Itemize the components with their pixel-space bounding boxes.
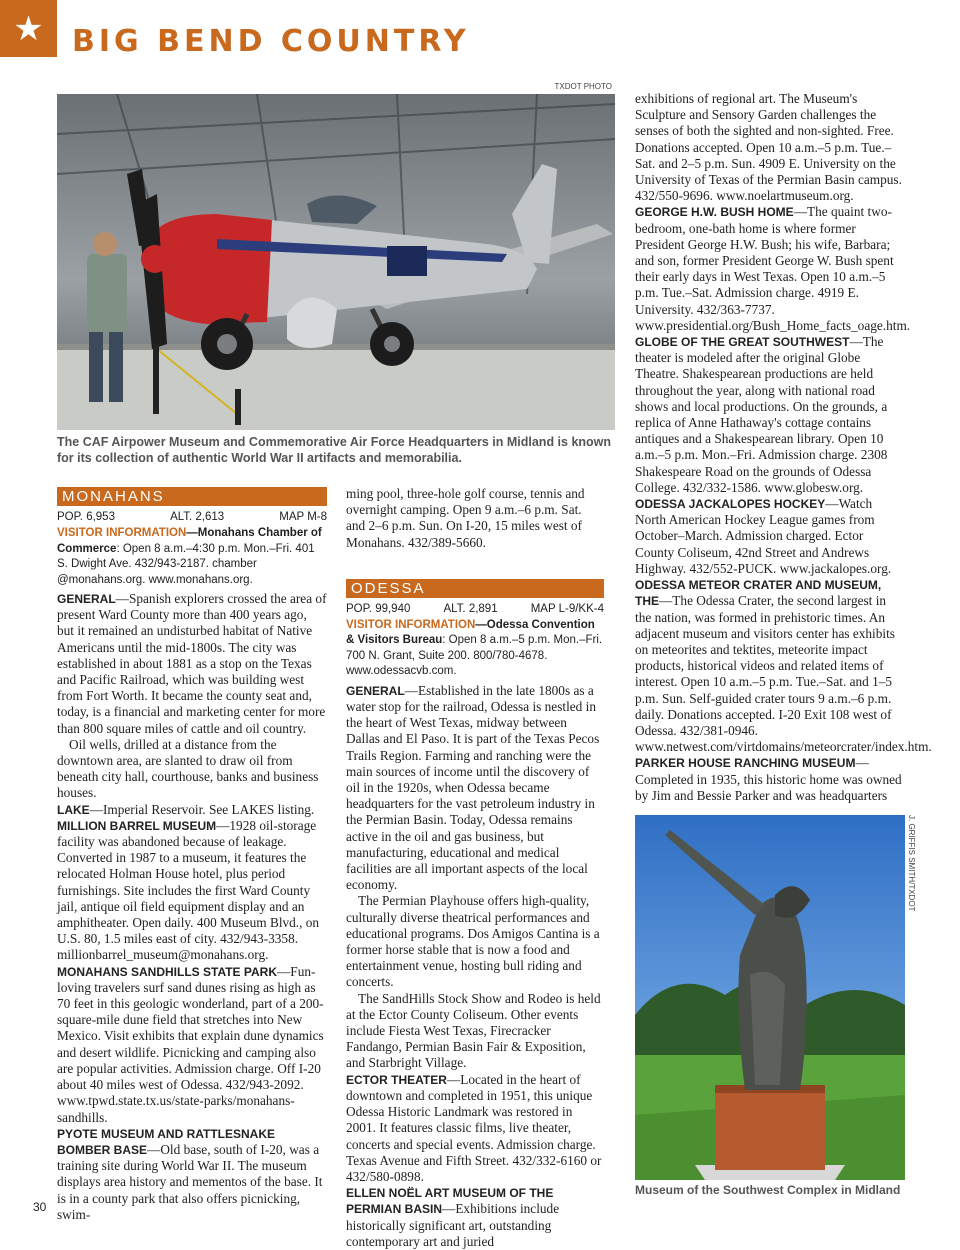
- odessa-stats: [346, 602, 604, 616]
- odessa-globe: GLOBE OF THE GREAT SOUTHWEST—The theater is modeled after the original Globe Theatre. Shakespearean productions are held throughout the year, along with national road shows and local productions. On the grounds, a replica of Anne Hathaway's cottage contains antiques and a Shakespearean library. Open 10 a.m.–5 p.m. Mon.–Fri. Admission charge. 2308 Shakespeare Road on the grounds of Odessa College. 432/332-1586. www.globesw.org.: [635, 334, 888, 495]
- page-number: 30: [33, 1200, 47, 1214]
- monahans-oil: Oil wells, drilled at a distance from the downtown area, are slanted to draw oil from beneath city hall, courthouse, banks and business houses.: [57, 736, 319, 801]
- odessa-pop: POP. 99,940: [346, 602, 411, 615]
- odessa-alt: ALT. 2,891: [443, 602, 498, 615]
- section-title: BIG BEND COUNTRY: [72, 24, 470, 59]
- monahans-pop: POP. 6,953: [57, 511, 115, 523]
- column-1: [57, 487, 327, 1223]
- monahans-stats: [57, 510, 327, 524]
- odessa-bush-home: GEORGE H.W. BUSH HOME—The quaint two-bedroom, one-bath home is where former President George H.W. Bush; his wife, Barbara; and son, former President George W. Bush spent their early days in West Texas. Open 10 a.m.–5 p.m. Tue.–Sat. Admission charge. 4919 E. University. 432/363-7737. www.presidential.org/Bush_Home_facts_oage.htm.: [635, 204, 911, 333]
- visitor-org: —Monahans Chamber of Commerce: [57, 527, 322, 555]
- airplane-photo: [57, 94, 615, 430]
- column-2: [346, 486, 604, 1250]
- odessa-ellen-noel: ELLEN NOËL ART MUSEUM OF THE PERMIAN BASIN—Exhibitions include historically significant art, outstanding contemporary art and juried: [346, 1186, 560, 1249]
- monahans-million-barrel: MILLION BARREL MUSEUM—1928 oil-storage facility was abandoned because of leakage. Converted in 1987 to a museum, it features the relocated Holman House hotel, plus period furnishings. Site includes the first Ward County jail, antique oil field equipment display and an amphitheater. Open daily. 400 Museum Blvd., on U.S. 80, 1.5 miles east of city. 432/943-3358. millionbarrel_museum@monahans.org.: [57, 817, 320, 963]
- photo-credit: TXDOT PHOTO: [554, 82, 612, 91]
- visitor-text: : Open 8 a.m.–4:30 p.m. Mon.–Fri. 401 S. Dwight Ave. 432/943-2187. chamber @monahans.org. www.monahans.org.: [57, 542, 315, 586]
- photo-credit-2: J. GRIFFIS SMITH/TXDOT: [907, 815, 916, 912]
- odessa-ector-theater: ECTOR THEATER—Located in the heart of downtown and completed in 1951, this unique Odessa Historic Landmark was restored in 2001. It features classic films, live theater, concerts and special events. Admission charge. Texas Avenue and Fifth Street. 432/332-6160 or 432/580-0898.: [346, 1071, 602, 1184]
- odessa-jackalopes: ODESSA JACKALOPES HOCKEY—Watch North American Hockey League games from October–March. Admission charged. Ector County Coliseum, 42nd Street and Andrews Highway. 432/552-PUCK. www.jackalopes.org.: [635, 496, 892, 576]
- monahans-visitor-info: [57, 526, 327, 588]
- sculpture-illustration: [635, 815, 905, 1180]
- visitor-label: VISITOR INFORMATION: [57, 527, 187, 539]
- monahans-pyote: PYOTE MUSEUM AND RATTLESNAKE BOMBER BASE—Old base, south of I-20, was a training site during World War II. The museum displays area history and mementos of the base. It is in a county park that also offers picnicking, swim-: [57, 1126, 323, 1222]
- photo-caption-2: Museum of the Southwest Complex in Midland: [635, 1183, 901, 1197]
- odessa-stock-show: The SandHills Stock Show and Rodeo is held at the Ector County Coliseum. Other events include Fiesta West Texas, Firecracker Fandango, Permian Basin Fair & Exposition, and Starbright Village.: [346, 990, 601, 1071]
- monahans-general: GENERAL—Spanish explorers crossed the area of present Ward County more than 400 years ago, but it remained an undisturbed habitat of Native Americans until the mid-1800s. The city was established in about 1881 as a stop on the Texas and Pacific Railroad, which was building west from Fort Worth. It became the county seat and, today, is a financial and marketing center for more than 800 square miles of cattle and oil country.: [57, 591, 327, 736]
- photo-caption: The CAF Airpower Museum and Commemorative Air Force Headquarters in Midland is known for its collection of authentic World War II artifacts and memorabilia.: [57, 435, 612, 465]
- monahans-heading: MONAHANS: [57, 487, 327, 506]
- column-3: [635, 91, 932, 804]
- monahans-map: MAP M-8: [279, 511, 327, 523]
- odessa-visitor-info: VISITOR INFORMATION—Odessa Convention & Visitors Bureau: Open 8 a.m.–5 p.m. Mon.–Fri. 700 N. Grant, Suite 200. 800/780-4678. www.odessacvb.com.: [346, 618, 603, 678]
- section-badge: [0, 0, 57, 57]
- monahans-pyote-cont: ming pool, three-hole golf course, tennis and overnight camping. Open 9 a.m.–6 p.m. Sat. and 2–6 p.m. Sun. On I-20, 15 miles west of Monahans. 432/389-5660.: [346, 486, 585, 550]
- odessa-map: MAP L-9/KK-4: [530, 602, 604, 615]
- star-icon: ★: [13, 8, 44, 49]
- odessa-playhouse: The Permian Playhouse offers high-quality, culturally diverse theatrical performances and educational programs. Dos Amigos Cantina is a former horse stable that is now a food and entertainment venue, hosting bull riding and concerts.: [346, 893, 600, 990]
- odessa-meteor-crater: ODESSA METEOR CRATER AND MUSEUM, THE—The Odessa Crater, the second largest in the nation, was formed in prehistoric times. An adjacent museum and visitors center has exhibits on meteorites and tektites, meteorite impact products, historical videos and related items of interest. Open 10 a.m.–5 p.m. Tue.–Sat. and 1–5 p.m. Sun. Self-guided crater tours 9 a.m.–6 p.m. daily. Donations accepted. I-20 Exit 108 west of Odessa. 432/381-0946. www.netwest.com/virtdomains/meteorcrater/index.htm.: [635, 578, 932, 755]
- odessa-ellen-noel-cont: exhibitions of regional art. The Museum's Sculpture and Sensory Garden challenges the senses of both the sighted and non-sighted. Free. Donations accepted. Open 10 a.m.–5 p.m. Tue.–Sat. and 2–5 p.m. Sun. 4909 E. University on the University of Texas of the Permian Basin campus. 432/550-9696. www.noelartmuseum.org.: [635, 91, 902, 204]
- monahans-sandhills: MONAHANS SANDHILLS STATE PARK—Fun-loving travelers surf sand dunes rising as high as 70 feet in this geologic wonderland, part of a 200-square-mile dune field that stretches into New Mexico. Visit exhibits that explain dune dynamics and desert wildlife. Picnicking and camping also are popular activities. Admission charge. Off I-20 about 40 miles west of Odessa. 432/943-2092. www.tpwd.state.tx.us/state-parks/monahans-sandhills.: [57, 963, 324, 1125]
- monahans-lake: LAKE—Imperial Reservoir. See LAKES listing.: [57, 801, 315, 817]
- airplane-illustration: [57, 94, 615, 430]
- odessa-general: GENERAL—Established in the late 1800s as a water stop for the railroad, Odessa is nestled in the heart of West Texas, midway between Dallas and El Paso. It is part of the Texas Pecos Trails Region. Farming and ranching were the main sources of income until the discovery of oil in the 1920s, when Odessa became headquarters for the vast petroleum industry in the Permian Basin. Today, Odessa remains active in the oil and gas business, but manufacturing, educational and medical facilities are all important aspects of the local economy.: [346, 682, 600, 893]
- sculpture-photo: [635, 815, 905, 1180]
- odessa-heading: ODESSA: [346, 579, 604, 598]
- monahans-alt: ALT. 2,613: [170, 511, 225, 523]
- odessa-parker-house: PARKER HOUSE RANCHING MUSEUM—Completed in 1935, this historic home was owned by Jim and Bessie Parker and was headquarters: [635, 755, 902, 803]
